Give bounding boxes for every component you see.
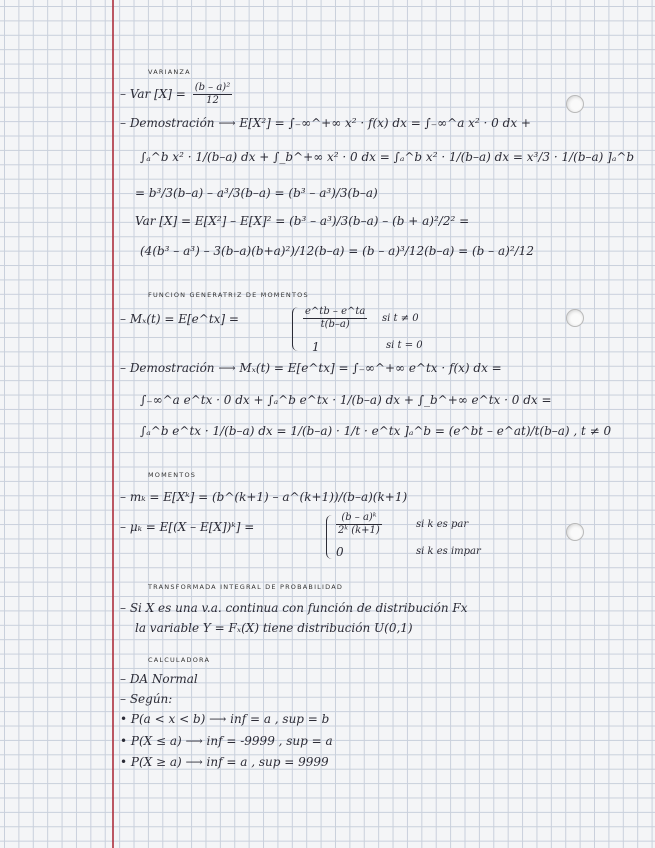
momentos-brace — [326, 515, 333, 559]
fgm-line-2: – Demostración ⟶ Mₓ(t) = E[e^tx] = ∫₋∞^+∞ e^tx · f(x) dx = — [120, 361, 502, 375]
heading-momentos: MOMENTOS — [148, 471, 197, 479]
momentos-case-1-den: 2ᵏ (k+1) — [338, 525, 380, 536]
binder-hole-lower — [566, 523, 584, 541]
fgm-case-1-condition: si t ≠ 0 — [382, 313, 419, 324]
varianza-fraction-den: 12 — [206, 95, 219, 106]
margin-line — [112, 0, 114, 848]
varianza-fraction-num: (b – a)² — [194, 82, 231, 93]
momentos-case-1-num: (b – a)ᵏ — [336, 512, 382, 525]
varianza-formula-lhs: – Var [X] = — [120, 87, 186, 101]
momentos-line-1: – mₖ = E[Xᵏ] = (b^(k+1) – a^(k+1))/(b–a)(k+1) — [120, 490, 408, 504]
transformada-line-1: – Si X es una v.a. continua con función de distribución Fx — [120, 601, 468, 615]
varianza-line-5: Var [X] = E[X²] – E[X]² = (b³ – a³)/3(b–a) – (b + a)²/2² = — [135, 214, 470, 228]
fgm-line-1: – Mₓ(t) = E[e^tx] = — [120, 312, 239, 326]
fgm-case-1-den: t(b–a) — [320, 319, 350, 330]
heading-transformada: TRANSFORMADA INTEGRAL DE PROBABILIDAD — [148, 583, 344, 591]
momentos-case-1 — [333, 512, 385, 537]
momentos-case-1-condition: si k es par — [416, 519, 469, 530]
momentos-line-2: – μₖ = E[(X – E[X])ᵏ] = — [120, 520, 255, 534]
varianza-line-4: = b³/3(b–a) – a³/3(b–a) = (b³ – a³)/3(b–a) — [135, 186, 378, 200]
heading-calculadora: CALCULADORA — [148, 656, 211, 664]
calculadora-line-5: • P(X ≥ a) ⟶ inf = a , sup = 9999 — [120, 755, 329, 769]
fgm-case-2-value: 1 — [312, 340, 320, 354]
calculadora-line-1: – DA Normal — [120, 672, 198, 686]
calculadora-line-2: – Según: — [120, 692, 173, 706]
fgm-case-1-fraction — [303, 306, 367, 331]
momentos-case-2-value: 0 — [336, 545, 344, 559]
varianza-line-3: ∫ₐ^b x² · 1/(b–a) dx + ∫_b^+∞ x² · 0 dx = ∫ₐ^b x² · 1/(b–a) dx = x³/3 · 1/(b–a) ]ₐ^b — [140, 150, 635, 164]
varianza-line-2: – Demostración ⟶ E[X²] = ∫₋∞^+∞ x² · f(x) dx = ∫₋∞^a x² · 0 dx + — [120, 116, 531, 130]
fgm-line-3: ∫₋∞^a e^tx · 0 dx + ∫ₐ^b e^tx · 1/(b–a) dx + ∫_b^+∞ e^tx · 0 dx = — [140, 393, 552, 407]
momentos-case-1-fraction — [336, 512, 382, 537]
varianza-line-6: (4(b³ – a³) – 3(b–a)(b+a)²)/12(b–a) = (b – a)³/12(b–a) = (b – a)²/12 — [140, 244, 534, 258]
transformada-line-2: la variable Y = Fₓ(X) tiene distribución U(0,1) — [135, 621, 413, 635]
varianza-line-1 — [120, 82, 235, 107]
momentos-case-2-condition: si k es impar — [416, 546, 481, 557]
fgm-case-2-condition: si t = 0 — [386, 340, 423, 351]
heading-varianza: VARIANZA — [148, 68, 191, 76]
fgm-case-1 — [300, 306, 370, 331]
binder-hole-top — [566, 95, 584, 113]
varianza-fraction — [193, 82, 233, 107]
binder-hole-middle — [566, 309, 584, 327]
heading-fgm: FUNCION GENERATRIZ DE MOMENTOS — [148, 291, 309, 299]
fgm-case-1-num: e^tb – e^ta — [305, 306, 366, 317]
calculadora-line-3: • P(a < x < b) ⟶ inf = a , sup = b — [120, 712, 330, 726]
fgm-line-4: ∫ₐ^b e^tx · 1/(b–a) dx = 1/(b–a) · 1/t · e^tx ]ₐ^b = (e^bt – e^at)/t(b–a) , t ≠ 0 — [140, 424, 612, 438]
calculadora-line-4: • P(X ≤ a) ⟶ inf = -9999 , sup = a — [120, 734, 333, 748]
fgm-brace — [292, 307, 299, 351]
